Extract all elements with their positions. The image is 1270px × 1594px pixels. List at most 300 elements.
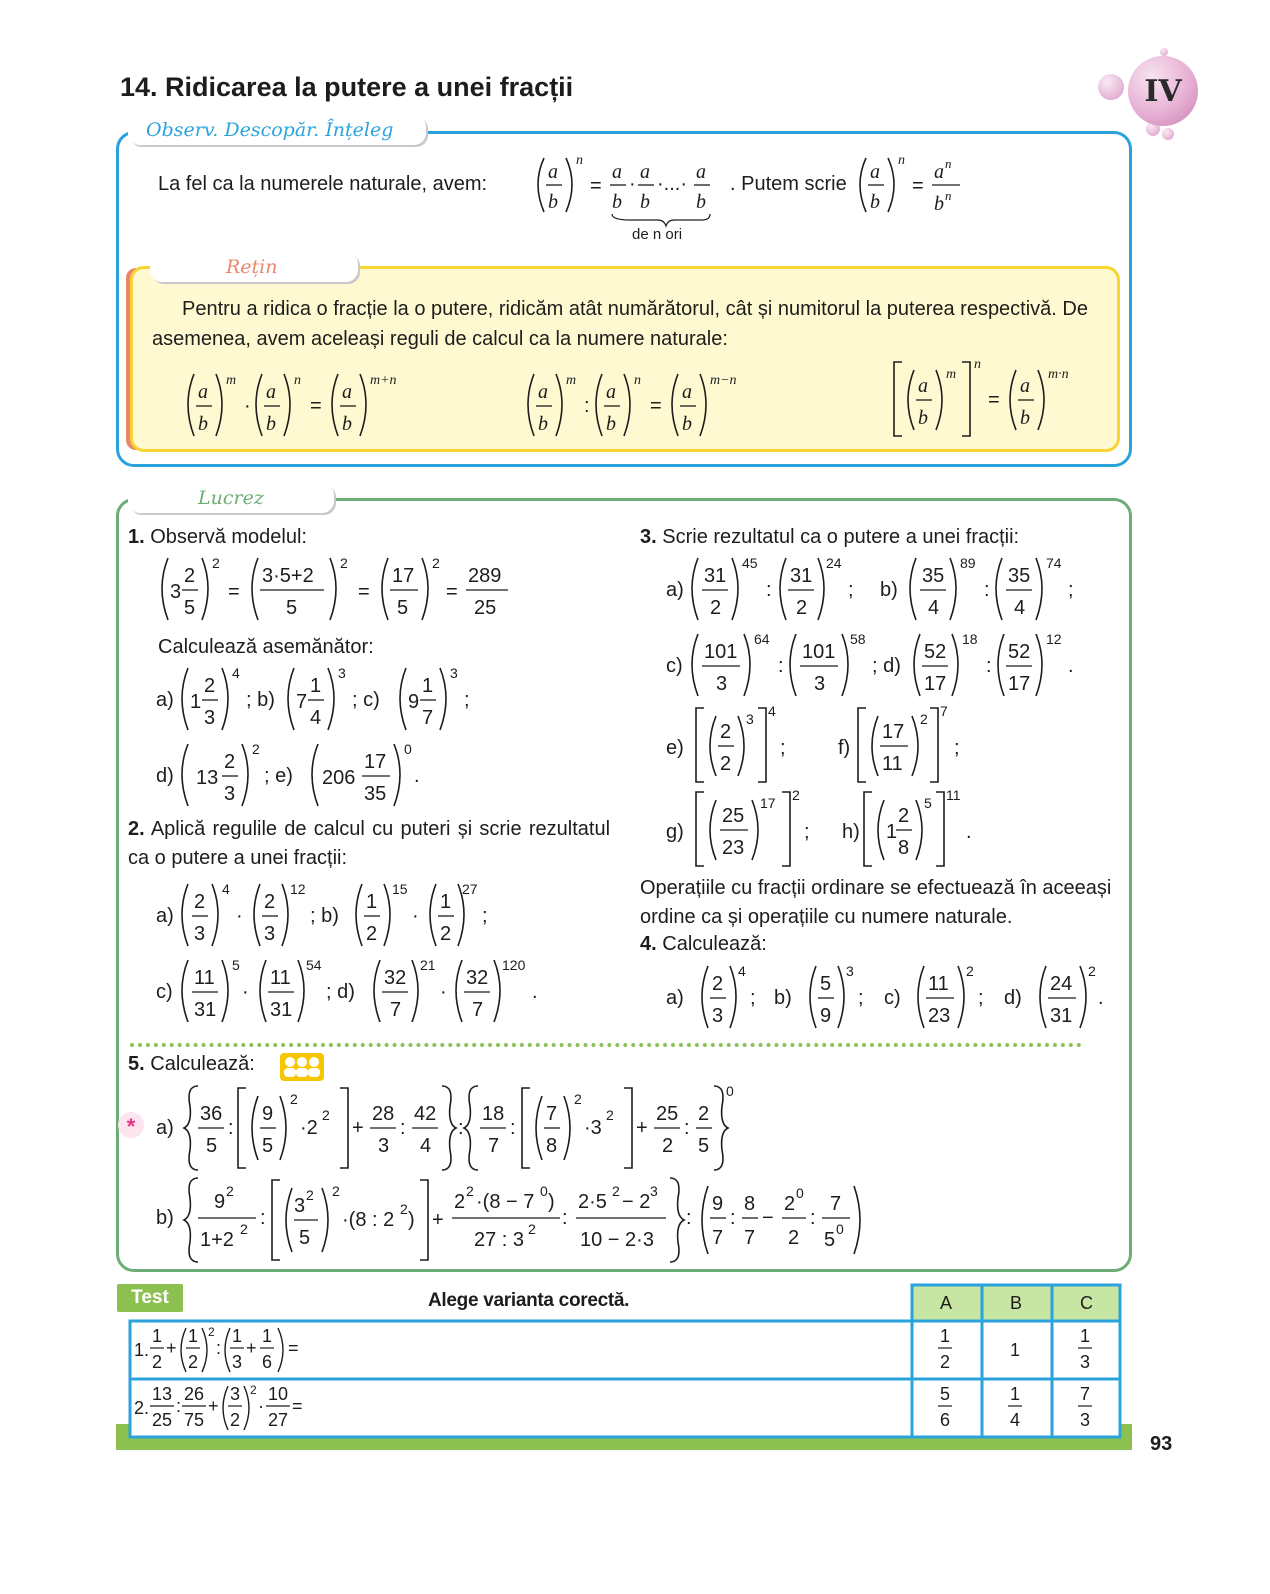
test-q2-number: 2. xyxy=(134,1398,150,1418)
svg-text:289: 289 xyxy=(468,565,502,587)
svg-text:25: 25 xyxy=(152,1410,173,1430)
svg-text::: : xyxy=(562,1207,568,1229)
svg-text:a: a xyxy=(606,381,616,403)
svg-text:=: = xyxy=(988,389,1000,411)
svg-text:3: 3 xyxy=(204,707,216,729)
svg-text:25: 25 xyxy=(474,597,497,619)
svg-text:2: 2 xyxy=(224,751,236,773)
svg-text:5: 5 xyxy=(397,597,409,619)
svg-text:0: 0 xyxy=(836,1221,844,1237)
svg-text:7: 7 xyxy=(296,691,308,713)
svg-text:6: 6 xyxy=(940,1410,951,1430)
svg-text:2: 2 xyxy=(796,597,808,619)
svg-text:2: 2 xyxy=(208,1325,215,1339)
svg-text:12: 12 xyxy=(290,881,306,897)
svg-text:a: a xyxy=(266,381,276,403)
svg-text:.: . xyxy=(414,765,420,787)
svg-text:7: 7 xyxy=(390,999,402,1021)
svg-text:7: 7 xyxy=(830,1193,842,1215)
svg-text:b: b xyxy=(918,407,928,429)
svg-text:24: 24 xyxy=(1050,973,1073,995)
svg-text:1: 1 xyxy=(1010,1384,1021,1404)
svg-text:a): a) xyxy=(156,1117,174,1139)
svg-text:·2: ·2 xyxy=(300,1117,318,1139)
svg-text:b): b) xyxy=(156,1207,174,1229)
svg-text:b): b) xyxy=(774,987,792,1009)
ex5-task-a xyxy=(156,1080,756,1176)
test-q2-answer-c[interactable] xyxy=(1052,1380,1120,1436)
svg-text:25: 25 xyxy=(722,805,745,827)
svg-text:9: 9 xyxy=(262,1103,274,1125)
svg-text:75: 75 xyxy=(184,1410,205,1430)
svg-text:+: + xyxy=(432,1209,444,1231)
svg-text:m+n: m+n xyxy=(370,373,397,388)
svg-text:3: 3 xyxy=(170,581,182,603)
svg-text:7: 7 xyxy=(488,1135,500,1157)
svg-text::: : xyxy=(228,1117,234,1139)
svg-text::: : xyxy=(686,1207,692,1229)
svg-text:54: 54 xyxy=(306,957,322,973)
svg-text:9: 9 xyxy=(214,1191,226,1213)
brace-label: de n ori xyxy=(632,226,683,243)
svg-text:2: 2 xyxy=(720,721,732,743)
svg-text:4: 4 xyxy=(232,665,240,681)
svg-text:·: · xyxy=(412,905,419,927)
svg-text:17: 17 xyxy=(1008,673,1031,695)
svg-text:17: 17 xyxy=(924,673,947,695)
svg-text:m−n: m−n xyxy=(710,373,737,388)
svg-text:4: 4 xyxy=(768,703,776,719)
svg-text:a: a xyxy=(548,161,558,183)
svg-text:m·n: m·n xyxy=(1048,367,1069,382)
svg-text:17: 17 xyxy=(882,721,905,743)
svg-text:;: ; xyxy=(848,579,854,601)
svg-text:f): f) xyxy=(838,737,851,759)
svg-text:3: 3 xyxy=(716,673,728,695)
svg-text:=: = xyxy=(650,395,662,417)
svg-text:5: 5 xyxy=(924,795,932,811)
svg-text:5: 5 xyxy=(262,1135,274,1157)
svg-text:9: 9 xyxy=(408,691,420,713)
test-q2-expression xyxy=(132,1380,332,1436)
svg-text:2: 2 xyxy=(528,1221,536,1237)
svg-text:): ) xyxy=(548,1191,555,1213)
svg-text:206: 206 xyxy=(322,767,356,789)
svg-text:3: 3 xyxy=(294,1195,306,1217)
svg-text:;: ; xyxy=(482,905,488,927)
svg-text:2: 2 xyxy=(332,1183,340,1199)
svg-text:17: 17 xyxy=(760,795,776,811)
svg-text:18: 18 xyxy=(482,1103,505,1125)
svg-text:3: 3 xyxy=(378,1135,390,1157)
svg-text:5: 5 xyxy=(940,1384,951,1404)
svg-text:·: · xyxy=(244,395,251,417)
svg-text:5: 5 xyxy=(299,1227,311,1249)
svg-text:2: 2 xyxy=(204,675,216,697)
svg-text::: : xyxy=(766,579,772,601)
svg-text:2: 2 xyxy=(250,1383,257,1397)
svg-text:;: ; xyxy=(780,737,786,759)
svg-text:52: 52 xyxy=(1008,641,1031,663)
svg-text:3: 3 xyxy=(264,923,276,945)
svg-text:b: b xyxy=(538,413,548,435)
test-col-a: A xyxy=(940,1293,953,1313)
ex2-tasks-cd xyxy=(156,954,556,1030)
svg-text:1: 1 xyxy=(310,675,322,697)
svg-text:74: 74 xyxy=(1046,555,1062,571)
svg-text:8: 8 xyxy=(546,1135,558,1157)
svg-text:1: 1 xyxy=(1080,1326,1091,1346)
svg-text:b: b xyxy=(548,191,558,213)
svg-text:2: 2 xyxy=(240,1221,248,1237)
svg-text:g): g) xyxy=(666,821,684,843)
svg-text:3: 3 xyxy=(450,665,458,681)
svg-text:=: = xyxy=(590,175,602,197)
svg-text:;: ; xyxy=(954,737,960,759)
svg-text:31: 31 xyxy=(194,999,217,1021)
svg-text:.: . xyxy=(966,821,972,843)
svg-text:21: 21 xyxy=(420,957,436,973)
svg-text:2: 2 xyxy=(188,1352,199,1372)
svg-text:c): c) xyxy=(666,655,683,677)
svg-text:2: 2 xyxy=(720,753,732,775)
svg-text:3: 3 xyxy=(712,1005,724,1027)
svg-text:101: 101 xyxy=(704,641,738,663)
svg-text:m: m xyxy=(946,367,957,382)
svg-text:25: 25 xyxy=(656,1103,679,1125)
svg-text:·: · xyxy=(258,1396,264,1416)
svg-text:1+2: 1+2 xyxy=(200,1229,234,1251)
svg-text:b: b xyxy=(640,191,650,213)
svg-text:a: a xyxy=(538,381,548,403)
svg-text:1: 1 xyxy=(152,1326,163,1346)
svg-text:=: = xyxy=(228,581,240,603)
svg-text:4: 4 xyxy=(310,707,322,729)
svg-text:2: 2 xyxy=(662,1135,674,1157)
ex1-tasks-abc xyxy=(156,662,496,738)
svg-text:9: 9 xyxy=(712,1193,724,1215)
svg-text:0: 0 xyxy=(796,1185,804,1201)
svg-text:·...·: ·...· xyxy=(657,173,687,195)
svg-text::: : xyxy=(778,655,784,677)
ex1-heading xyxy=(128,526,307,549)
svg-text:;: ; xyxy=(858,987,864,1009)
svg-text:·: · xyxy=(440,981,447,1003)
svg-text:a: a xyxy=(198,381,208,403)
svg-text::: : xyxy=(810,1207,816,1229)
test-q1-answer-b[interactable] xyxy=(982,1322,1050,1378)
svg-text:m: m xyxy=(226,373,237,388)
svg-text:h): h) xyxy=(842,821,860,843)
svg-text:2: 2 xyxy=(712,973,724,995)
svg-text:5: 5 xyxy=(206,1135,218,1157)
svg-text:3: 3 xyxy=(650,1183,658,1199)
svg-text:2: 2 xyxy=(1088,963,1096,979)
svg-text:17: 17 xyxy=(364,751,387,773)
svg-text:·(8 : 2: ·(8 : 2 xyxy=(342,1209,395,1231)
ex2-tasks-ab xyxy=(156,878,506,954)
svg-text:n: n xyxy=(898,153,905,168)
ex1-tasks-de xyxy=(156,738,456,814)
svg-text:2: 2 xyxy=(788,1227,800,1249)
svg-text:2: 2 xyxy=(698,1103,710,1125)
svg-text:2: 2 xyxy=(322,1107,330,1123)
ex4-title: Calculează: xyxy=(662,933,767,955)
svg-text:23: 23 xyxy=(928,1005,951,1027)
svg-text:=: = xyxy=(912,175,924,197)
svg-text:3: 3 xyxy=(224,783,236,805)
svg-text:2: 2 xyxy=(194,891,206,913)
rule-quotient xyxy=(520,368,760,444)
svg-text:7: 7 xyxy=(472,999,484,1021)
ex5-heading xyxy=(128,1053,255,1076)
svg-text:31: 31 xyxy=(704,565,727,587)
svg-text:a: a xyxy=(918,375,928,397)
svg-text:4: 4 xyxy=(928,597,940,619)
svg-text:23: 23 xyxy=(722,837,745,859)
svg-text:4: 4 xyxy=(1010,1410,1021,1430)
retin-text: Pentru a ridica o fracție la o putere, ridicăm atât numărătorul, cât și numitorul la puterea respectivă. De asemenea, avem aceleași reguli de calcul ca la numere naturale: xyxy=(152,298,1088,350)
formula-power-expansion xyxy=(530,150,730,230)
ex4-number: 4. xyxy=(640,933,657,955)
svg-text:2: 2 xyxy=(920,711,928,727)
svg-text:11: 11 xyxy=(928,973,949,995)
svg-text:b: b xyxy=(1020,407,1030,429)
svg-text:2: 2 xyxy=(440,923,452,945)
svg-text:a): a) xyxy=(156,689,174,711)
svg-text:c): c) xyxy=(156,981,173,1003)
svg-text:89: 89 xyxy=(960,555,976,571)
svg-text:.: . xyxy=(532,981,538,1003)
svg-text:a): a) xyxy=(156,905,174,927)
svg-text:a: a xyxy=(696,161,706,183)
svg-text:64: 64 xyxy=(754,631,770,647)
test-q2-answer-b[interactable] xyxy=(982,1380,1050,1436)
difficulty-star-icon: * xyxy=(118,1112,144,1138)
ex5-task-b xyxy=(156,1172,876,1268)
svg-text:b: b xyxy=(696,191,706,213)
test-label: Test xyxy=(117,1284,183,1312)
svg-text:11: 11 xyxy=(270,967,291,989)
svg-text:+: + xyxy=(352,1117,364,1139)
svg-text:3: 3 xyxy=(1080,1352,1091,1372)
svg-text:+: + xyxy=(208,1396,219,1416)
svg-text::: : xyxy=(684,1117,690,1139)
svg-text:1: 1 xyxy=(1010,1340,1021,1360)
svg-text::: : xyxy=(176,1396,182,1416)
ex3-title: Scrie rezultatul ca o putere a unei fracții: xyxy=(662,526,1020,548)
svg-text:7: 7 xyxy=(422,707,434,729)
svg-text:2: 2 xyxy=(466,1183,474,1199)
svg-text:7: 7 xyxy=(744,1227,756,1249)
svg-text:1: 1 xyxy=(232,1326,243,1346)
svg-text:+: + xyxy=(246,1338,257,1358)
svg-text:d): d) xyxy=(156,765,174,787)
unit-badge: IV xyxy=(1128,56,1198,126)
svg-text:; b): ; b) xyxy=(246,689,275,711)
group-work-icon xyxy=(280,1053,324,1081)
ex2-text: Aplică regulile de calcul cu puteri și scrie rezultatul ca o putere a unei fracții: xyxy=(128,818,611,869)
svg-text:3·5+2: 3·5+2 xyxy=(262,565,314,587)
svg-text:2: 2 xyxy=(710,597,722,619)
svg-text:28: 28 xyxy=(372,1103,395,1125)
svg-text:52: 52 xyxy=(924,641,947,663)
svg-text:35: 35 xyxy=(1008,565,1031,587)
svg-text:2·5: 2·5 xyxy=(578,1191,607,1213)
svg-text:0: 0 xyxy=(726,1083,734,1099)
svg-text:·3: ·3 xyxy=(584,1117,602,1139)
test-q1-answer-a[interactable] xyxy=(912,1322,980,1378)
svg-text:7: 7 xyxy=(546,1103,558,1125)
svg-text:3: 3 xyxy=(846,963,854,979)
svg-text:42: 42 xyxy=(414,1103,437,1125)
svg-text:2: 2 xyxy=(400,1201,408,1217)
svg-text:b: b xyxy=(870,191,880,213)
svg-text:2: 2 xyxy=(612,1183,620,1199)
ex3-tasks-ef xyxy=(666,702,986,790)
ex5-title: Calculează: xyxy=(150,1053,255,1075)
svg-text::: : xyxy=(984,579,990,601)
svg-text:1: 1 xyxy=(366,891,378,913)
svg-text:b: b xyxy=(682,413,692,435)
test-q1-answer-c[interactable] xyxy=(1052,1322,1120,1378)
svg-text:;: ; xyxy=(1068,579,1074,601)
svg-text:58: 58 xyxy=(850,631,866,647)
ex4-tasks xyxy=(666,960,1116,1036)
ex3-number: 3. xyxy=(640,526,657,548)
svg-text:a): a) xyxy=(666,987,684,1009)
ex1-number: 1. xyxy=(128,526,145,548)
svg-text:0: 0 xyxy=(404,741,412,757)
test-q2-answer-a[interactable] xyxy=(912,1380,980,1436)
svg-text:·(8 − 7: ·(8 − 7 xyxy=(476,1191,535,1213)
ex3-heading xyxy=(640,526,1019,549)
svg-text:; d): ; d) xyxy=(326,981,355,1003)
ex2-heading xyxy=(128,815,610,873)
svg-text::: : xyxy=(458,1117,464,1139)
svg-text:e): e) xyxy=(666,737,684,759)
svg-text:a: a xyxy=(682,381,692,403)
svg-text:8: 8 xyxy=(744,1193,756,1215)
svg-text:3: 3 xyxy=(338,665,346,681)
page-title: 14. Ridicarea la putere a unei fracții xyxy=(120,72,574,102)
svg-text:13: 13 xyxy=(196,767,219,789)
svg-text:a): a) xyxy=(666,579,684,601)
svg-text:n: n xyxy=(945,188,952,203)
ex5-number: 5. xyxy=(128,1053,145,1075)
svg-text:5: 5 xyxy=(232,957,240,973)
svg-text:b: b xyxy=(934,193,944,215)
svg-text:.: . xyxy=(1068,655,1074,677)
svg-text:11: 11 xyxy=(946,787,961,803)
svg-text:35: 35 xyxy=(922,565,945,587)
svg-text:18: 18 xyxy=(962,631,978,647)
svg-text:n: n xyxy=(974,357,981,372)
svg-text:2: 2 xyxy=(966,963,974,979)
svg-text:7: 7 xyxy=(1080,1384,1091,1404)
ex3-tasks-cd xyxy=(666,628,1086,704)
svg-text:n: n xyxy=(634,373,641,388)
svg-text:;: ; xyxy=(464,689,470,711)
test-col-b: B xyxy=(1010,1293,1023,1313)
test-col-c: C xyxy=(1080,1293,1093,1313)
observe-text-2: . Putem scrie xyxy=(730,173,847,195)
svg-text:3: 3 xyxy=(746,711,754,727)
svg-text:5: 5 xyxy=(824,1229,836,1251)
svg-text:.: . xyxy=(1098,987,1104,1009)
svg-text:; e): ; e) xyxy=(264,765,293,787)
svg-text:9: 9 xyxy=(820,1005,832,1027)
svg-text:2: 2 xyxy=(340,555,348,571)
svg-text::: : xyxy=(216,1338,222,1358)
svg-text:11: 11 xyxy=(882,753,903,775)
test-q1-number: 1. xyxy=(134,1340,150,1360)
svg-text:b): b) xyxy=(880,579,898,601)
svg-text:2: 2 xyxy=(454,1191,466,1213)
svg-text:6: 6 xyxy=(262,1352,273,1372)
svg-text:a: a xyxy=(1020,375,1030,397)
svg-text:2: 2 xyxy=(606,1107,614,1123)
svg-text:; d): ; d) xyxy=(872,655,901,677)
svg-text:a: a xyxy=(612,161,622,183)
svg-text:d): d) xyxy=(1004,987,1022,1009)
svg-text:2: 2 xyxy=(898,805,910,827)
retin-tab: Rețin xyxy=(150,252,358,282)
svg-text:15: 15 xyxy=(392,881,408,897)
svg-text:0: 0 xyxy=(540,1183,548,1199)
svg-text:; b): ; b) xyxy=(310,905,339,927)
svg-text:3: 3 xyxy=(814,673,826,695)
formula-power-rule xyxy=(852,150,972,220)
ex1-title: Observă modelul: xyxy=(150,526,307,548)
svg-text:2: 2 xyxy=(432,555,440,571)
svg-text:13: 13 xyxy=(152,1384,173,1404)
svg-text:1: 1 xyxy=(188,1326,199,1346)
svg-text:101: 101 xyxy=(802,641,836,663)
ex2-number: 2. xyxy=(128,818,145,840)
svg-text:b: b xyxy=(612,191,622,213)
svg-text:2: 2 xyxy=(184,565,196,587)
svg-text:24: 24 xyxy=(826,555,842,571)
rule-power-of-power xyxy=(890,356,1090,442)
svg-text:5: 5 xyxy=(820,973,832,995)
svg-text:−: − xyxy=(762,1207,774,1229)
svg-text:2: 2 xyxy=(306,1187,314,1203)
svg-text:31: 31 xyxy=(270,999,293,1021)
svg-text:b: b xyxy=(342,413,352,435)
svg-text:2: 2 xyxy=(290,1091,298,1107)
svg-text:;: ; xyxy=(804,821,810,843)
svg-text:b: b xyxy=(266,413,276,435)
svg-text:11: 11 xyxy=(194,967,215,989)
operations-note: Operațiile cu fracții ordinare se efectuează în aceeași ordine ca și operațiile cu numere naturale. xyxy=(640,877,1112,928)
svg-text:1: 1 xyxy=(440,891,452,913)
svg-text:12: 12 xyxy=(1046,631,1062,647)
ex4-heading xyxy=(640,933,767,956)
svg-text:5: 5 xyxy=(286,597,298,619)
observe-text: La fel ca la numerele naturale, avem: xyxy=(158,173,488,195)
svg-text:45: 45 xyxy=(742,555,758,571)
ex1-subtitle: Calculează asemănător: xyxy=(158,636,374,658)
svg-text:5: 5 xyxy=(698,1135,710,1157)
bubble-decoration xyxy=(1098,74,1124,100)
svg-text::: : xyxy=(730,1207,736,1229)
svg-text:31: 31 xyxy=(790,565,813,587)
observe-tab: Observ. Descopăr. Înțeleg xyxy=(128,115,426,145)
svg-text:=: = xyxy=(292,1396,303,1416)
svg-text:b: b xyxy=(198,413,208,435)
svg-text:=: = xyxy=(358,581,370,603)
